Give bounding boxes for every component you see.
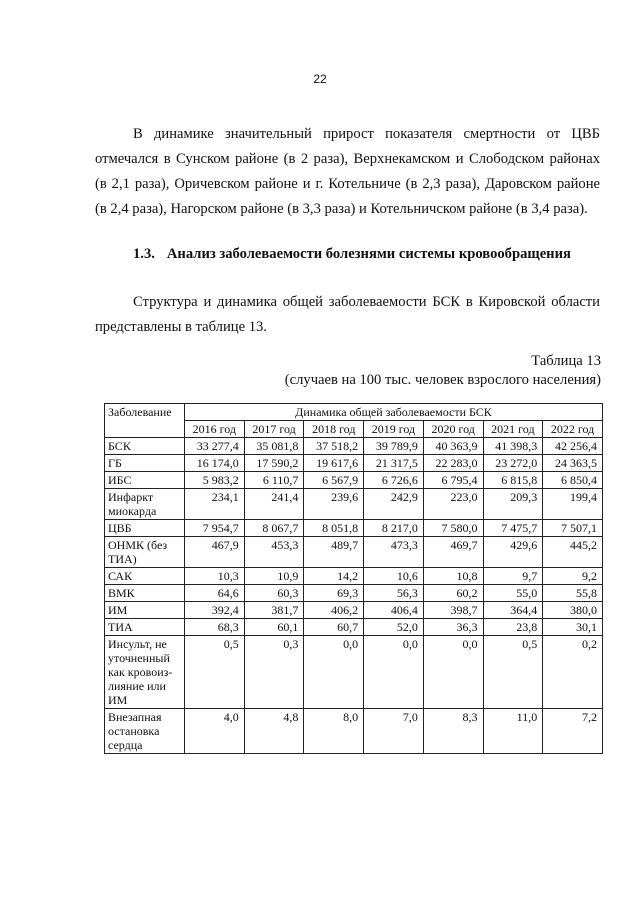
table-cell: 9,2 (543, 568, 603, 585)
table-cell: 8 217,0 (364, 520, 424, 537)
table-cell: 473,3 (364, 537, 424, 568)
table-row (105, 455, 603, 472)
header-year: 2021 год (483, 421, 543, 438)
header-year: 2018 год (304, 421, 364, 438)
row-disease-name: Внезапная остановка сердца (105, 709, 185, 754)
table-row (105, 568, 603, 585)
table-cell: 364,4 (483, 602, 543, 619)
table-cell: 55,0 (483, 585, 543, 602)
table-cell: 4,8 (244, 709, 304, 754)
table-cell: 21 317,5 (364, 455, 424, 472)
table-cell: 7 580,0 (423, 520, 483, 537)
table-cell: 22 283,0 (423, 455, 483, 472)
table-cell: 23 272,0 (483, 455, 543, 472)
table-cell: 10,8 (423, 568, 483, 585)
table-cell: 7,2 (543, 709, 603, 754)
paragraph-line: В динамике значительный прирост показателя смертности от ЦВБ (133, 126, 600, 142)
table-cell: 69,3 (304, 585, 364, 602)
table-row (105, 472, 603, 489)
paragraph-mortality-dynamics (95, 122, 600, 222)
paragraph-line: представлены в таблице 13. (95, 319, 267, 335)
table-cell: 242,9 (364, 489, 424, 520)
table-row (105, 709, 603, 754)
table-row (105, 602, 603, 619)
table-cell: 0,0 (304, 636, 364, 709)
row-disease-name: ИМ (105, 602, 185, 619)
table-cell: 234,1 (185, 489, 245, 520)
table-cell: 11,0 (483, 709, 543, 754)
header-year: 2016 год (185, 421, 245, 438)
row-disease-name: Инфаркт миокарда (105, 489, 185, 520)
table-cell: 406,2 (304, 602, 364, 619)
table-cell: 56,3 (364, 585, 424, 602)
table-row (105, 619, 603, 636)
table-cell: 4,0 (185, 709, 245, 754)
table-row (105, 636, 603, 709)
table-cell: 19 617,6 (304, 455, 364, 472)
table-cell: 5 983,2 (185, 472, 245, 489)
row-disease-name: ТИА (105, 619, 185, 636)
section-number: 1.3. (133, 246, 155, 262)
table-cell: 68,3 (185, 619, 245, 636)
table-cell: 6 567,9 (304, 472, 364, 489)
morbidity-table (104, 403, 603, 754)
table-cell: 489,7 (304, 537, 364, 568)
paragraph-line: отмечался в Сунском районе (в 2 раза), Верхнекамском и Слободском районах (95, 151, 600, 167)
table-cell: 445,2 (543, 537, 603, 568)
section-heading (133, 246, 571, 263)
table-units: (случаев на 100 тыс. человек взрослого населения) (284, 372, 601, 388)
table-cell: 8,3 (423, 709, 483, 754)
table-cell: 40 363,9 (423, 438, 483, 455)
table-cell: 30,1 (543, 619, 603, 636)
table-cell: 64,6 (185, 585, 245, 602)
table-cell: 381,7 (244, 602, 304, 619)
paragraph-line: (в 2,1 раза), Оричевском районе и г. Котельниче (в 2,3 раза), Даровском районе (95, 176, 600, 192)
table-cell: 35 081,8 (244, 438, 304, 455)
table-cell: 6 815,8 (483, 472, 543, 489)
table-cell: 429,6 (483, 537, 543, 568)
table-cell: 239,6 (304, 489, 364, 520)
table-cell: 33 277,4 (185, 438, 245, 455)
table-cell: 6 726,6 (364, 472, 424, 489)
table-cell: 39 789,9 (364, 438, 424, 455)
table-cell: 14,2 (304, 568, 364, 585)
table-cell: 17 590,2 (244, 455, 304, 472)
table-cell: 10,3 (185, 568, 245, 585)
table-cell: 406,4 (364, 602, 424, 619)
row-disease-name: ВМК (105, 585, 185, 602)
header-disease: Заболевание (105, 404, 185, 438)
table-cell: 392,4 (185, 602, 245, 619)
table-cell: 7 507,1 (543, 520, 603, 537)
row-disease-name: Инсульт, не уточненный как кровоиз-лияние или ИМ (105, 636, 185, 709)
table-row (105, 537, 603, 568)
table-cell: 9,7 (483, 568, 543, 585)
table-cell: 60,2 (423, 585, 483, 602)
table-cell: 16 174,0 (185, 455, 245, 472)
table-row (105, 585, 603, 602)
row-disease-name: САК (105, 568, 185, 585)
table-cell: 469,7 (423, 537, 483, 568)
paragraph-table-intro (95, 290, 600, 340)
table-cell: 8 067,7 (244, 520, 304, 537)
table-cell: 24 363,5 (543, 455, 603, 472)
table-cell: 199,4 (543, 489, 603, 520)
table-row (105, 438, 603, 455)
table-cell: 6 795,4 (423, 472, 483, 489)
table-cell: 7 475,7 (483, 520, 543, 537)
table-cell: 8,0 (304, 709, 364, 754)
table-cell: 36,3 (423, 619, 483, 636)
page-number: 22 (313, 72, 327, 86)
paragraph-line: (в 2,4 раза), Нагорском районе (в 3,3 раза) и Котельничском районе (в 3,4 раза). (95, 201, 588, 217)
table-cell: 8 051,8 (304, 520, 364, 537)
table-cell: 60,1 (244, 619, 304, 636)
section-title: Анализ заболеваемости болезнями системы кровообращения (166, 246, 571, 262)
header-year: 2020 год (423, 421, 483, 438)
table-cell: 42 256,4 (543, 438, 603, 455)
header-year: 2019 год (364, 421, 424, 438)
table-cell: 223,0 (423, 489, 483, 520)
paragraph-line: Структура и динамика общей заболеваемости БСК в Кировской области (133, 294, 600, 310)
table-row (105, 489, 603, 520)
table-cell: 52,0 (364, 619, 424, 636)
table-cell: 0,0 (364, 636, 424, 709)
header-year: 2022 год (543, 421, 603, 438)
header-dynamics: Динамика общей заболеваемости БСК (185, 404, 603, 421)
table-cell: 6 110,7 (244, 472, 304, 489)
table-cell: 0,0 (423, 636, 483, 709)
table-cell: 41 398,3 (483, 438, 543, 455)
table-cell: 0,5 (185, 636, 245, 709)
table-row (105, 520, 603, 537)
row-disease-name: ЦВБ (105, 520, 185, 537)
header-year: 2017 год (244, 421, 304, 438)
table-cell: 55,8 (543, 585, 603, 602)
row-disease-name: ОНМК (без ТИА) (105, 537, 185, 568)
table-cell: 60,7 (304, 619, 364, 636)
table-cell: 23,8 (483, 619, 543, 636)
table-cell: 453,3 (244, 537, 304, 568)
table-cell: 209,3 (483, 489, 543, 520)
row-disease-name: БСК (105, 438, 185, 455)
table-title: Таблица 13 (531, 353, 601, 369)
table-cell: 0,5 (483, 636, 543, 709)
table-cell: 10,6 (364, 568, 424, 585)
table-cell: 380,0 (543, 602, 603, 619)
table-cell: 6 850,4 (543, 472, 603, 489)
table-cell: 0,3 (244, 636, 304, 709)
table-cell: 0,2 (543, 636, 603, 709)
row-disease-name: ИБС (105, 472, 185, 489)
table-cell: 10,9 (244, 568, 304, 585)
table-cell: 7 954,7 (185, 520, 245, 537)
table-cell: 37 518,2 (304, 438, 364, 455)
table-cell: 467,9 (185, 537, 245, 568)
table-cell: 241,4 (244, 489, 304, 520)
table-cell: 398,7 (423, 602, 483, 619)
table-cell: 60,3 (244, 585, 304, 602)
table-cell: 7,0 (364, 709, 424, 754)
row-disease-name: ГБ (105, 455, 185, 472)
